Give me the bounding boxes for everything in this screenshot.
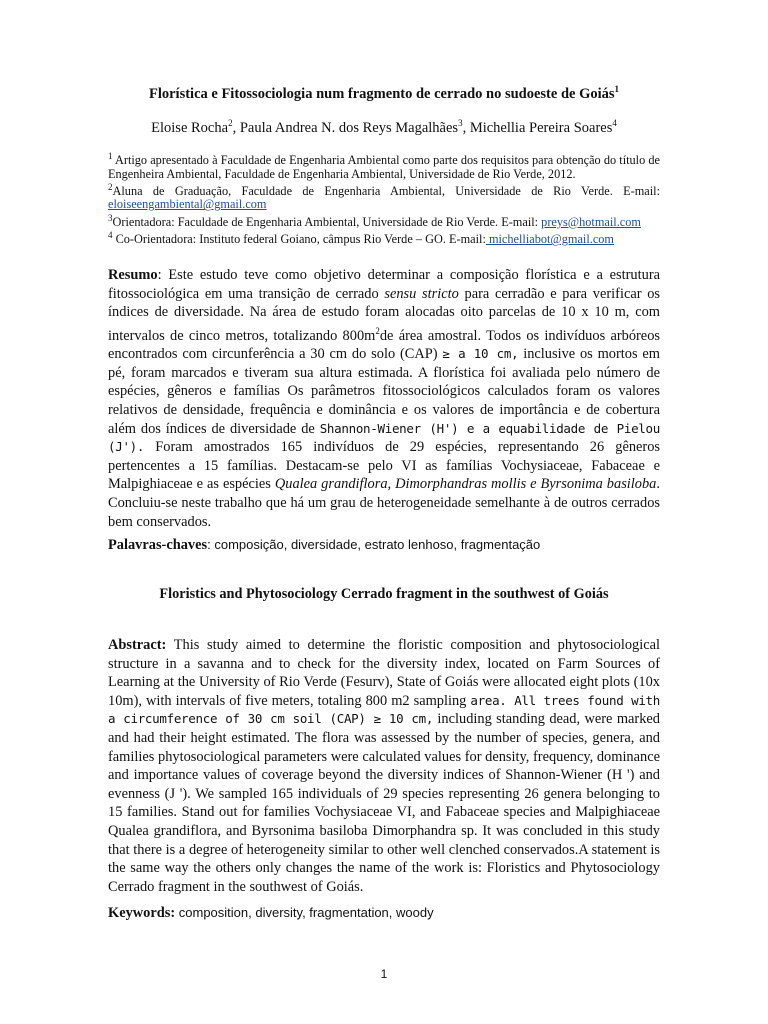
author-1-mark: 2 bbox=[228, 118, 233, 128]
palavras-text: : composição, diversidade, estrato lenhoso, fragmentação bbox=[207, 537, 541, 552]
footnote-1-mark: 1 bbox=[108, 151, 113, 161]
resumo-text-6: . Concluiu-se neste trabalho que há um grau de heterogeneidade semelhante à de outros cerrados bem conservados. bbox=[108, 476, 660, 530]
resumo-paragraph bbox=[108, 266, 660, 531]
keywords-text: composition, diversity, fragmentation, woody bbox=[175, 905, 434, 920]
page-number: 1 bbox=[380, 967, 388, 981]
footnote-4-email-link[interactable]: michelliabot@gmail.com bbox=[485, 232, 614, 247]
abstract-cap-threshold: area. All trees found with a circumference of 30 cm soil (CAP) ≥ 10 cm, bbox=[108, 692, 660, 727]
resumo-text-2: para cerradão e para verificar os índices de diversidade. Na área de estudo foram alocadas oito parcelas de 10 x 10 m, com intervalos de cinco metros, totalizando 800m bbox=[108, 285, 661, 344]
abstract-paragraph bbox=[108, 636, 660, 896]
english-title: Floristics and Phytosociology Cerrado fragment in the southwest of Goiás bbox=[159, 586, 609, 602]
resumo-diversity-indices: Shannon-Wiener (H') e a equabilidade de Pielou (J'). bbox=[108, 420, 660, 455]
footnotes bbox=[108, 150, 660, 247]
author-list bbox=[60, 118, 708, 137]
resumo-label: Resumo bbox=[108, 267, 158, 283]
footnote-3 bbox=[108, 212, 660, 230]
footnote-3-email-link[interactable]: preys@hotmail.com bbox=[541, 214, 641, 229]
keywords-label: Keywords: bbox=[108, 905, 176, 921]
author-2: , Paula Andrea N. dos Reys Magalhães bbox=[232, 119, 459, 136]
author-1: Eloise Rocha bbox=[151, 119, 229, 136]
abstract-label: Abstract: bbox=[108, 637, 167, 653]
footnote-2 bbox=[108, 181, 660, 212]
abstract-text-2: including standing dead, were marked and had their height estimated. The flora was assessed by the number of species, genera, and families phytosociological parameters were calculated values for density, frequency, dominance and importance values of coverage beyond the diversity indices of Shannon-Wiener (H ') and evenness (J '). We sampled 165 individuals of 29 species representing 26 genera belonging to 15 families. Stand out for families Vochysiaceae VI, and Fabaceae species and Malpighiaceae Qualea grandiflora, and Byrsonima basiloba Dimorphandra sp. It was concluded in this study that there is a degree of heterogeneity similar to other well clenched conservados.A statement is the same way the others only changes the name of the work is: Floristics and Phytosociology Cerrado fragment in the southwest of Goiás. bbox=[108, 711, 660, 895]
resumo-text-1: : Este estudo teve como objetivo determinar a composição florística e a estrutura fitossociológica em uma transição de cerrado bbox=[108, 267, 660, 302]
author-2-mark: 3 bbox=[458, 118, 463, 128]
resumo-cap-threshold: ≥ a 10 cm, bbox=[442, 346, 519, 362]
resumo-text-5: Foram amostrados 165 indivíduos de 29 espécies, representando 26 gêneros pertencentes a 15 famílias. Destacam-se pelo VI as famílias Vochysiaceae, Fabaceae e Malpighiaceae e as espécies bbox=[108, 439, 660, 493]
abstract-text-1: This study aimed to determine the floristic composition and phytosociological structure in a savanna and to check for the diversity index, located on Farm Sources of Learning at the University of Rio Verde (Fesurv), State of Goiás were allocated eight plots (10x 10m), with intervals of five meters, totaling 800 m2 sampling bbox=[108, 637, 660, 709]
footnote-3-text: Orientadora: Faculdade de Engenharia Ambiental, Universidade de Rio Verde. E-mail: bbox=[112, 214, 539, 229]
footnote-3-mark: 3 bbox=[108, 212, 113, 223]
resumo-text-3: de área amostral. Todos os indivíduos arbóreos encontrados com circunferência a 30 cm do solo (CAP) bbox=[108, 327, 660, 363]
paper-title bbox=[60, 84, 708, 103]
author-3-mark: 4 bbox=[612, 118, 617, 128]
paper-title-text: Florística e Fitossociologia num fragmento de cerrado no sudoeste de Goiás bbox=[148, 85, 615, 102]
footnote-4-mark: 4 bbox=[108, 230, 113, 241]
palavras-label: Palavras-chaves bbox=[108, 537, 208, 553]
title-footnote-mark: 1 bbox=[614, 84, 620, 94]
footnote-2-mark: 2 bbox=[108, 181, 113, 192]
resumo-area-exponent: 2 bbox=[375, 325, 380, 336]
footnote-1 bbox=[108, 150, 660, 181]
footnote-4 bbox=[108, 229, 660, 247]
footnote-1-text: Artigo apresentado à Faculdade de Engenharia Ambiental como parte dos requisitos para obtenção do título de Engenheira Ambiental, Faculdade de Engenharia Ambiental, Universidade de Rio Verde, 2012. bbox=[108, 153, 660, 181]
resumo-text-4: inclusive os mortos em pé, foram marcados e tiveram sua altura estimada. A florística foi avaliada pelo número de espécies, gêneros e famílias Os parâmetros fitossociológicos calculados foram os valores relativos de densidade, frequência e dominância e os valores de importância e de cobertura além dos índices de diversidade de bbox=[108, 346, 660, 437]
footnote-2-email-link[interactable]: eloiseengambiental@gmail.com bbox=[108, 197, 267, 212]
footnote-2-text: Aluna de Graduação, Faculdade de Engenharia Ambiental, Universidade de Rio Verde. E-mail: bbox=[112, 184, 660, 198]
footnote-4-text: Co-Orientadora: Instituto federal Goiano, câmpus Rio Verde – GO. E-mail: bbox=[112, 232, 486, 247]
resumo-sensu-stricto: sensu stricto bbox=[384, 285, 459, 302]
resumo-species: Qualea grandiflora, Dimorphandras mollis e Byrsonima basiloba bbox=[274, 476, 657, 493]
author-3: , Michellia Pereira Soares bbox=[462, 119, 613, 136]
palavras-chaves bbox=[108, 536, 660, 555]
keywords bbox=[108, 904, 660, 923]
